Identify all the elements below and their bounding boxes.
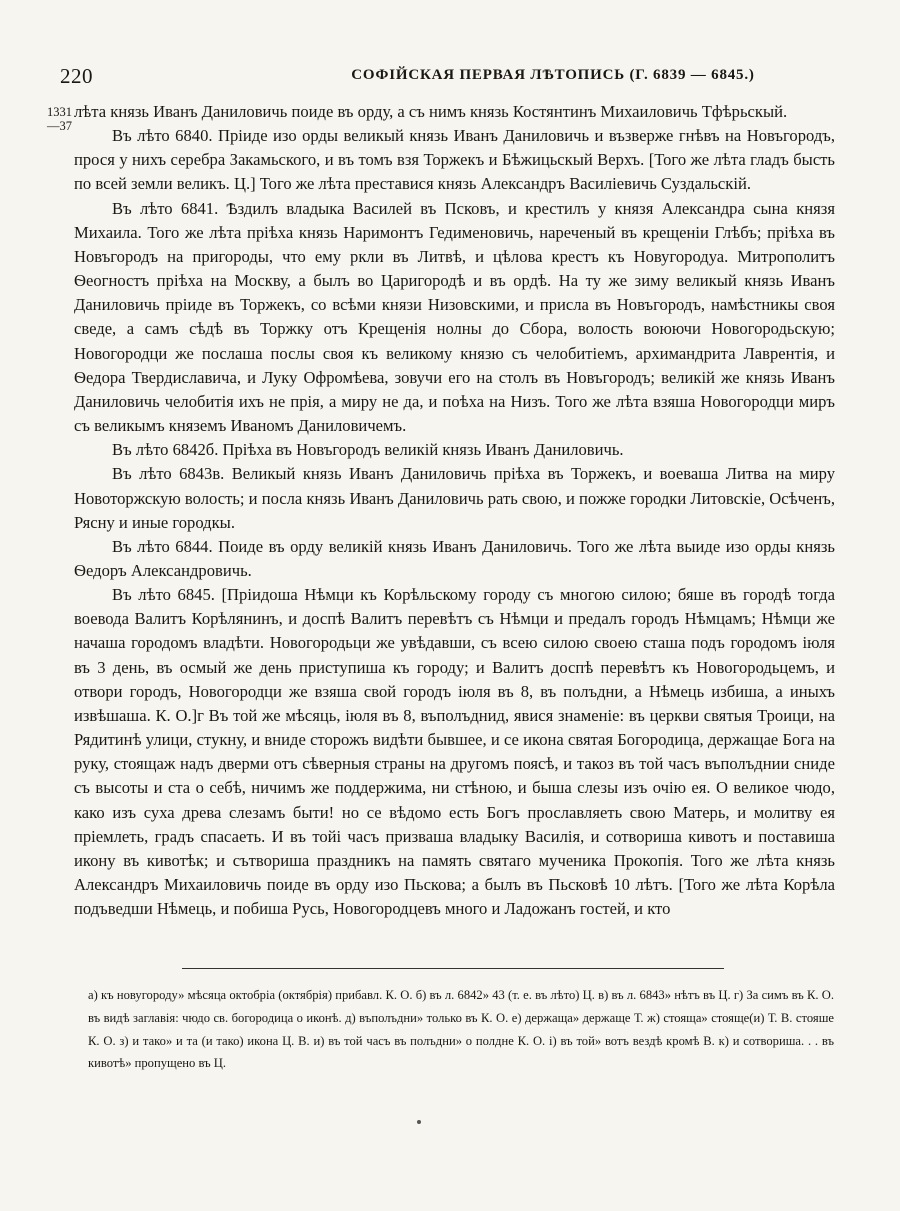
print-speck <box>417 1120 421 1124</box>
paragraph: Въ лѣто 6845. [Прiидоша Нѣмци къ Корѣльскому городу съ многою силою; бяше въ городѣ тогда воевода Валитъ Корѣлянинъ, и доспѣ Валитъ перевѣтъ съ Нѣмци и предалъ городъ Нѣмцамъ; Нѣмци же начаша городомъ владѣти. Новогородьци же увѣдавши, съ всею силою своею сташа подъ городомъ iюля въ 3 день, въ осмый же день приступиша къ городу; и Валитъ доспѣ перевѣтъ къ Новогородьцемъ, и отвори городъ, Новогородци же взяша свой городъ iюля въ 8, въ полъдни, а Нѣмець избиша, а иныхъ извѣшаша. К. О.]г Въ той же мѣсяць, iюля въ 8, въполъднид, явися знаменiе: въ церкви святыя Троици, на Рядитинѣ улици, стукну, и вниде сторожъ видѣти бывшее, и се икона святая Богородица, держащае Бога на руку, стоящаж надъ дверми отъ сѣверныя страны на другомъ поясѣ, и такоз въ той часъ въполъднии сниде съ высоты и ста о себѣ, ничимъ же поддержима, ни стѣною, и быша слезы изъ очiю ея. О великое чюдо, како изъ суха древа слезамъ быти! но се вѣдомо есть Богъ прославляеть свою Матерь, и молитву ея прiемлеть, градъ спасаеть. И въ тойi часъ призваша владыку Василiя, и сотвориша кивотъ и поставиша икону въ кивотѣк; и сътвориша праздникъ на память святаго мученика Прокопiя. Того же лѣта князь Александръ Михаиловичь поиде въ орду изо Пьскова; а былъ въ Пьсковѣ 10 лѣтъ. [Того же лѣта Корѣла подъведши Нѣмець, и побиша Русь, Новогородцевъ много и Ладожанъ гостей, и кто <box>74 585 835 919</box>
paragraph: Въ лѣто 6840. Прiиде изо орды великый князь Иванъ Даниловичь и възверже гнѣвъ на Новъгородъ, прося у нихъ серебра Закамьского, и въ томъ взя Торжекъ и Бѣжицьскый Верхъ. [Того же лѣта гладъ бысть по всей земли великъ. Ц.] Того же лѣта преставися князь Александръ Василiевичь Суздальскiй. <box>74 126 835 194</box>
footnotes <box>88 984 834 1075</box>
page-number: 220 <box>60 64 93 88</box>
footnote-block: а) къ новугороду» мѣсяца октобрiа (октябрiя) прибавл. К. О. б) въ л. 6842» 43 (т. е. въ лѣто) Ц. в) въ л. 6843» нѣтъ въ Ц. г) За симъ въ К. О. въ видѣ заглавiя: чюдо св. богородица о иконѣ. д) въполъдни» только въ К. О. е) держаща» держаще Т. ж) стояща» стояще(и) Т. В. стояше К. О. з) и тако» и та (и тако) икона Ц. В. и) въ той часъ въ полъдни» о полдне К. О. i) въ той» вотъ вездѣ кромѣ В. к) и сотвориша. . . въ кивотѣ» пропущено въ Ц. <box>88 988 834 1071</box>
page-header <box>58 62 848 90</box>
paragraph: Въ лѣто 6843в. Великый князь Иванъ Даниловичь прiѣха въ Торжекъ, и воеваша Литва на миру Новоторжскую волость; и посла князь Иванъ Даниловичь рать свою, и пожже городки Литовскiе, Осѣченъ, Рясну и иные городкы. <box>74 464 835 532</box>
margin-range-note: —37 <box>47 119 72 133</box>
main-text <box>47 100 835 921</box>
paragraph: Въ лѣто 6841. Ѣздилъ владыка Василей въ Псковъ, и крестилъ у князя Александра сына князя Михаила. Того же лѣта прiѣха князь Наримонтъ Гедименовичь, нареченый въ крещенiи Глѣбъ; прiѣха въ Новъгородъ на пригороды, что ему ркли въ Литвѣ, и цѣлова крестъ къ Новугородуа. Митрополитъ Ѳеогностъ прiѣха на Москву, а былъ во Царигородѣ и въ ордѣ. На ту же зиму великый князь Иванъ Даниловичь прiиде въ Торжекъ, со всѣми князи Низовскими, и присла въ Новъгородъ, намѣстникы своя сведе, а самъ сѣдѣ въ Торжку отъ Крещенiя нолны до Сбора, волость воюючи Новогородьскую; Новогородци же послаша послы своя къ великому князю съ челобитiемъ, архимандрита Лаврентiя, и Ѳедора Твердиславича, и Луку Офромѣева, зовучи его на столъ въ Новъгородъ; великiй же князь Иванъ Даниловичь челобитiя ихъ не прiя, а миру не да, и поѣха на Низъ. Того же лѣта взяша Новогородци миръ съ великымъ княземъ Иваномъ Даниловичемъ. <box>74 198 835 436</box>
paragraph: лѣта князь Иванъ Даниловичь поиде въ орду, а съ нимъ князь Костянтинъ Михаиловичь Тфѣрьскый. <box>74 102 788 121</box>
running-title: СОФІЙСКАЯ ПЕРВАЯ ЛѢТОПИСЬ (Г. 6839 — 6845.) <box>351 67 755 83</box>
paragraph: Въ лѣто 6842б. Прiѣха въ Новъгородъ великiй князь Иванъ Даниловичь. <box>112 440 624 460</box>
paragraph: Въ лѣто 6844. Поиде въ орду великiй князь Иванъ Даниловичь. Того же лѣта выиде изо орды князь Ѳедоръ Александровичь. <box>74 536 835 580</box>
footnote-divider <box>182 968 724 969</box>
margin-year-note: 1331 <box>47 105 72 119</box>
